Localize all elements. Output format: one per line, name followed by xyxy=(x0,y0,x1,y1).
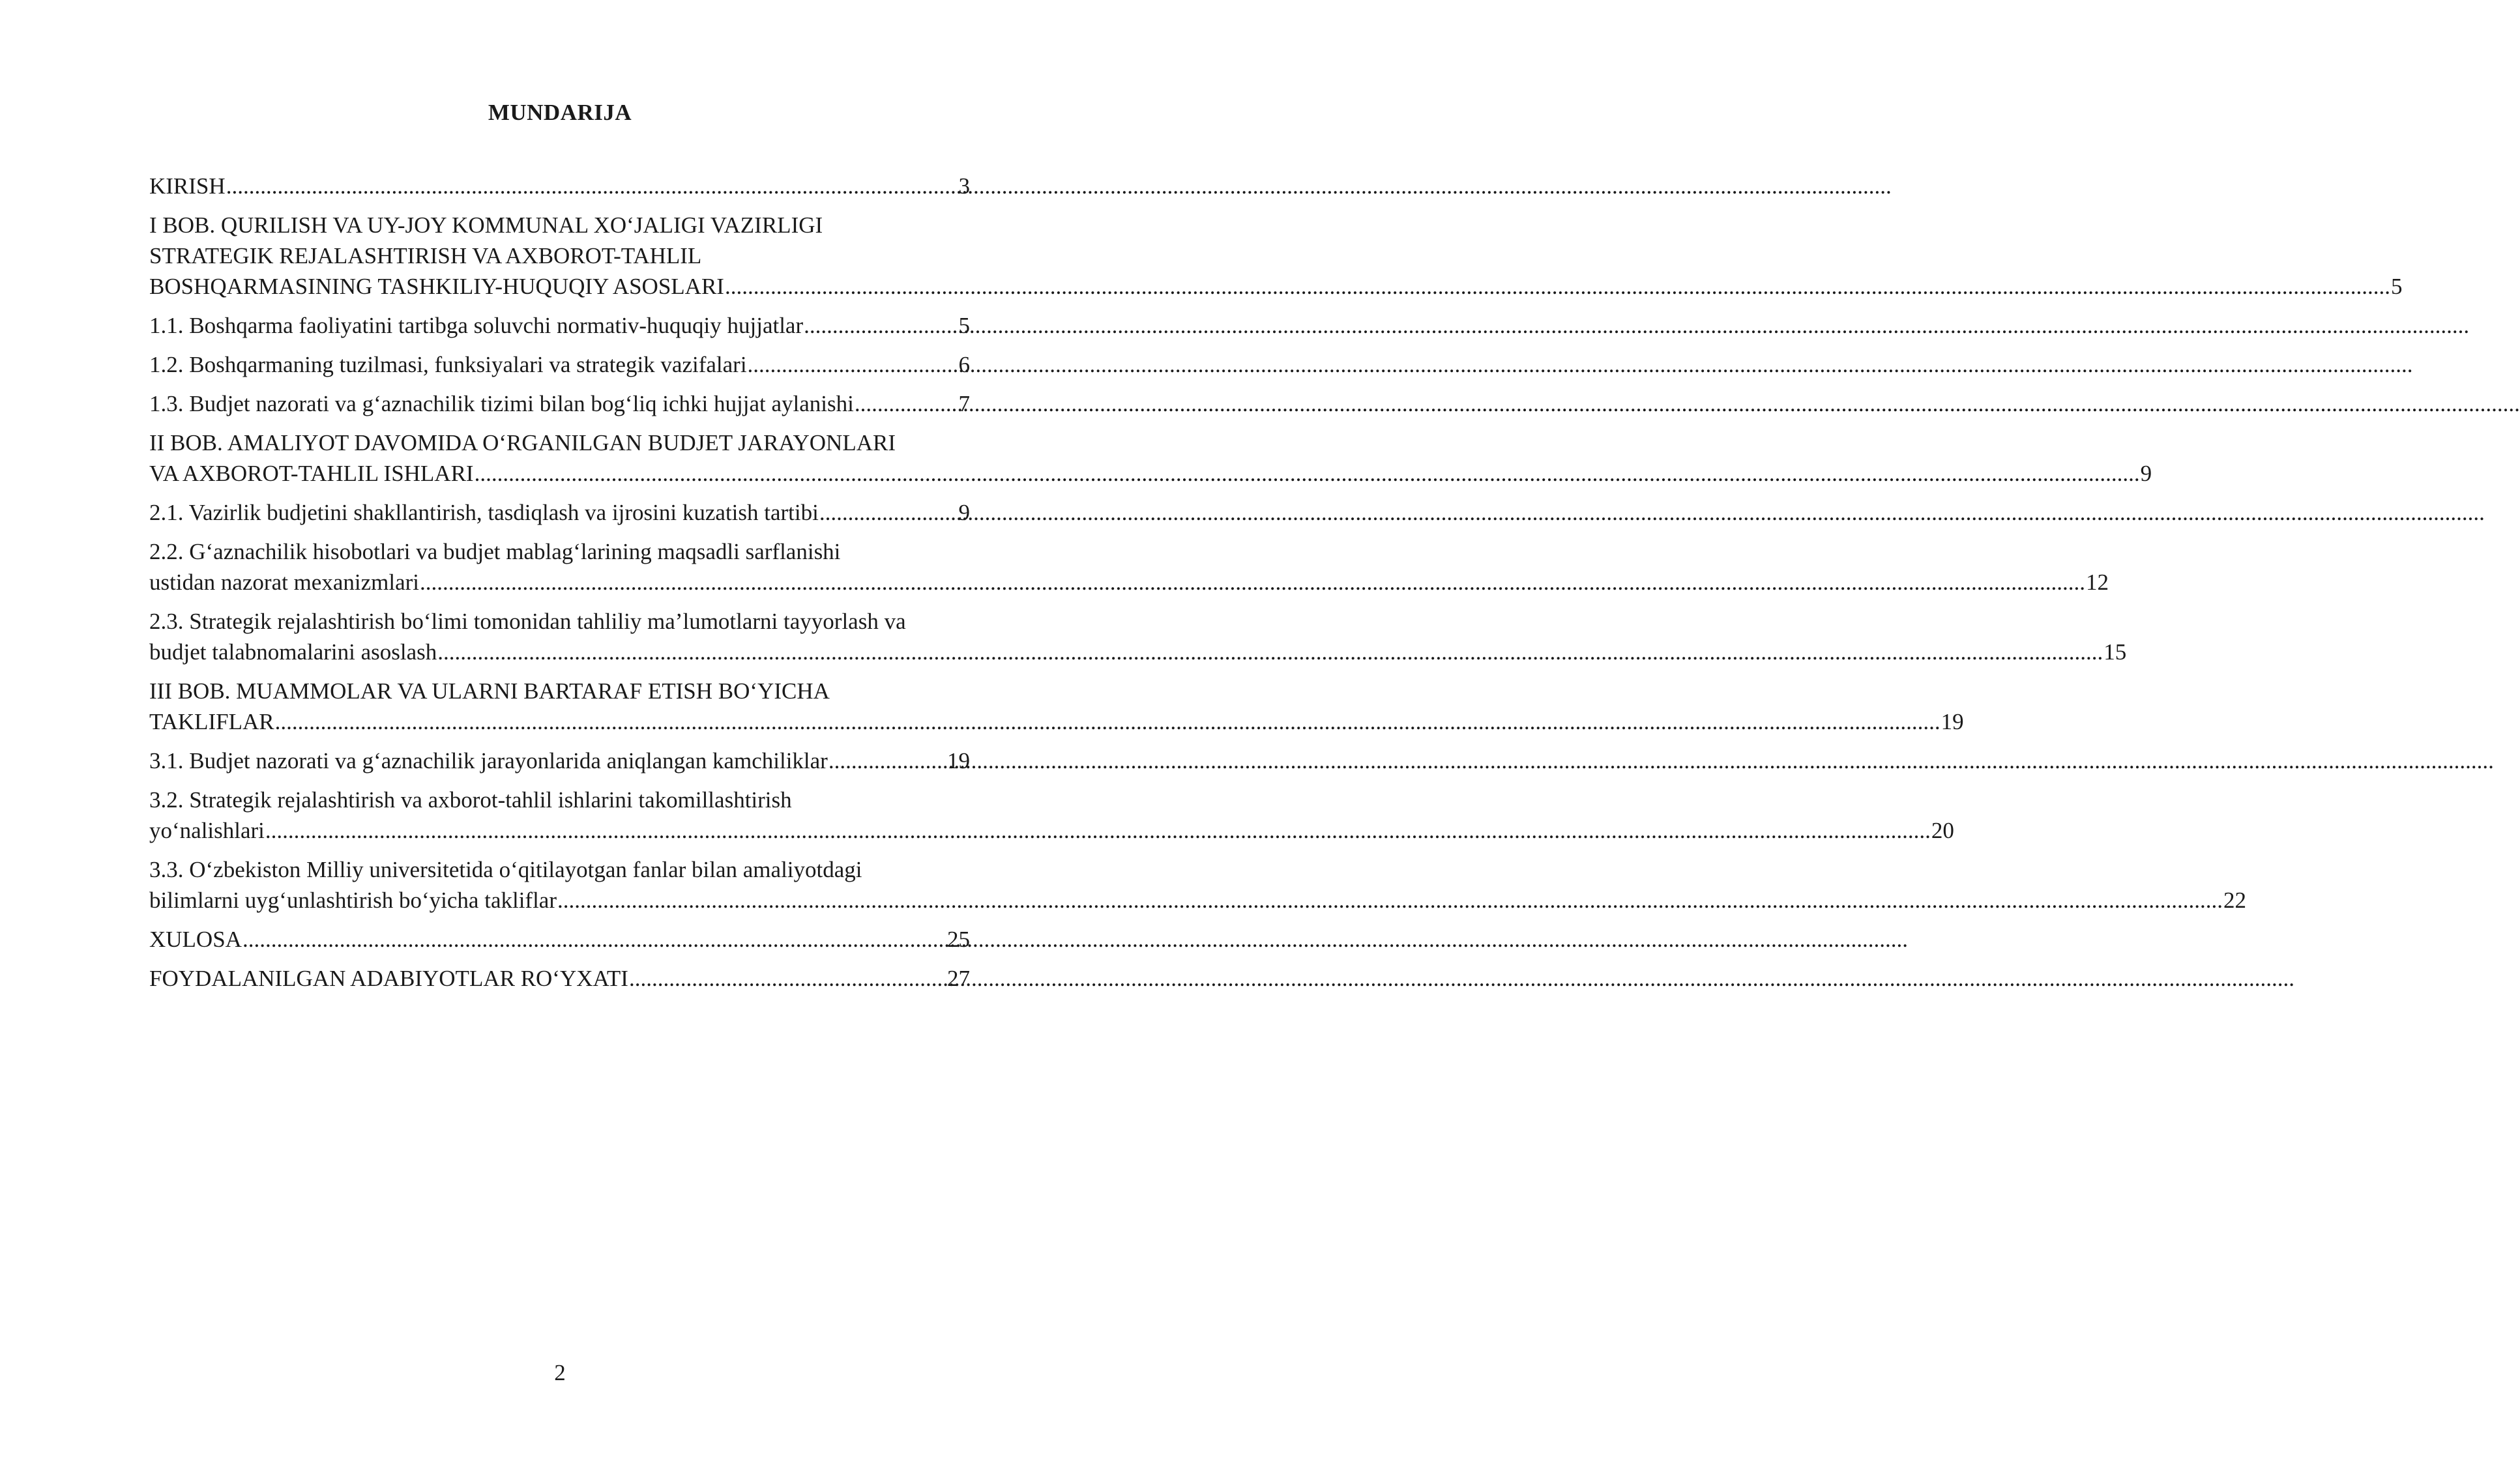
toc-entry-title-line: ustidan nazorat mexanizmlari xyxy=(149,570,420,595)
toc-dot-leader xyxy=(265,818,1931,843)
toc-dot-leader xyxy=(242,924,946,955)
toc-entry[interactable] xyxy=(149,854,2246,916)
toc-entry-title: 1.2. Boshqarmaning tuzilmasi, funksiyalari va strategik vazifalari xyxy=(149,352,747,377)
toc-page-number: 19 xyxy=(947,748,970,773)
toc-entry-title-line: VA AXBOROT-TAHLIL ISHLARI xyxy=(149,461,474,486)
toc-entry[interactable] xyxy=(149,745,970,776)
toc-entry[interactable] xyxy=(149,171,970,201)
toc-entry-title: KIRISH xyxy=(149,173,226,199)
toc-entry[interactable] xyxy=(149,606,2127,667)
toc-entry-title-line: II BOB. AMALIYOT DAVOMIDA O‘RGANILGAN BUDJET JARAYONLARI xyxy=(149,430,896,455)
toc-entry-title-line: III BOB. MUAMMOLAR VA ULARNI BARTARAF ETISH BO‘YICHA xyxy=(149,678,830,704)
toc-page-number: 27 xyxy=(947,966,970,991)
toc-page-number: 12 xyxy=(2086,570,2109,595)
toc-entry[interactable] xyxy=(149,497,970,528)
page-title: MUNDARIJA xyxy=(488,100,632,125)
toc-entry-title-line: 2.3. Strategik rejalashtirish bo‘limi tomonidan tahliliy ma’lumotlarni tayyorlash va xyxy=(149,609,906,634)
toc-page-number: 5 xyxy=(2390,274,2403,299)
toc-entry[interactable] xyxy=(149,963,970,994)
toc-entry[interactable] xyxy=(149,785,1954,846)
toc-entry-title-line: STRATEGIK REJALASHTIRISH VA AXBOROT-TAHLIL xyxy=(149,243,702,268)
toc-entry[interactable] xyxy=(149,536,2109,598)
toc-page-number: 20 xyxy=(1931,818,1954,843)
toc-entry-title: 1.3. Budjet nazorati va g‘aznachilik tizimi bilan bog‘liq ichki hujjat aylanishi xyxy=(149,391,854,416)
toc-entry-title-line: 2.2. G‘aznachilik hisobotlari va budjet mablag‘larining maqsadli sarflanishi xyxy=(149,539,841,564)
toc-page-number: 25 xyxy=(947,927,970,952)
toc-dot-leader xyxy=(557,888,2223,913)
toc-page-number: 22 xyxy=(2223,888,2246,913)
toc-entry-title-line: TAKLIFLAR xyxy=(149,709,274,734)
toc-dot-leader xyxy=(437,639,2103,665)
toc-entry-title: FOYDALANILGAN ADABIYOTLAR RO‘YXATI xyxy=(149,966,628,991)
toc-entry[interactable] xyxy=(149,676,1964,737)
toc-page-number: 6 xyxy=(958,352,970,377)
toc-page-number: 19 xyxy=(1941,709,1964,734)
toc-dot-leader xyxy=(629,963,946,994)
toc-entry[interactable] xyxy=(149,388,970,419)
toc-entry-title-line: yo‘nalishlari xyxy=(149,818,265,843)
toc-entry-title: 2.1. Vazirlik budjetini shakllantirish, tasdiqlash va ijrosini kuzatish tartibi xyxy=(149,500,819,525)
page-number: 2 xyxy=(554,1360,566,1385)
toc-page-number: 5 xyxy=(958,313,970,338)
toc-dot-leader xyxy=(748,349,958,380)
toc-entry-title: 3.1. Budjet nazorati va g‘aznachilik jarayonlarida aniqlangan kamchiliklar xyxy=(149,748,828,773)
toc-dot-leader xyxy=(855,388,958,419)
toc-page-number: 15 xyxy=(2103,639,2127,665)
toc-entry-title: 1.1. Boshqarma faoliyatini tartibga soluvchi normativ-huquqiy hujjatlar xyxy=(149,313,804,338)
table-of-contents xyxy=(149,171,2403,1002)
toc-entry-title-line: I BOB. QURILISH VA UY-JOY KOMMUNAL XO‘JALIGI VAZIRLIGI xyxy=(149,212,823,238)
toc-entry[interactable] xyxy=(149,349,970,380)
toc-page-number: 9 xyxy=(2140,461,2152,486)
toc-dot-leader xyxy=(420,570,2085,595)
toc-entry-title-line: budjet talabnomalarini asoslash xyxy=(149,639,437,665)
toc-dot-leader xyxy=(804,310,958,341)
toc-entry[interactable] xyxy=(149,427,2152,489)
toc-page-number: 3 xyxy=(958,173,970,199)
toc-dot-leader xyxy=(828,745,946,776)
toc-dot-leader xyxy=(725,274,2390,299)
toc-entry-title-line: bilimlarni uyg‘unlashtirish bo‘yicha takliflar xyxy=(149,888,557,913)
toc-dot-leader xyxy=(819,497,958,528)
toc-entry-title-line: BOSHQARMASINING TASHKILIY-HUQUQIY ASOSLARI xyxy=(149,274,724,299)
toc-dot-leader xyxy=(475,461,2140,486)
toc-entry[interactable] xyxy=(149,310,970,341)
toc-entry-title: XULOSA xyxy=(149,927,242,952)
toc-entry[interactable] xyxy=(149,210,2403,302)
toc-entry-title-line: 3.3. O‘zbekiston Milliy universitetida o‘qitilayotgan fanlar bilan amaliyotdagi xyxy=(149,857,862,882)
toc-page-number: 7 xyxy=(958,391,970,416)
toc-page-number: 9 xyxy=(958,500,970,525)
toc-entry-title-line: 3.2. Strategik rejalashtirish va axborot-tahlil ishlarini takomillashtirish xyxy=(149,787,792,813)
toc-entry[interactable] xyxy=(149,924,970,955)
toc-dot-leader xyxy=(275,709,1941,734)
toc-dot-leader xyxy=(226,171,958,201)
